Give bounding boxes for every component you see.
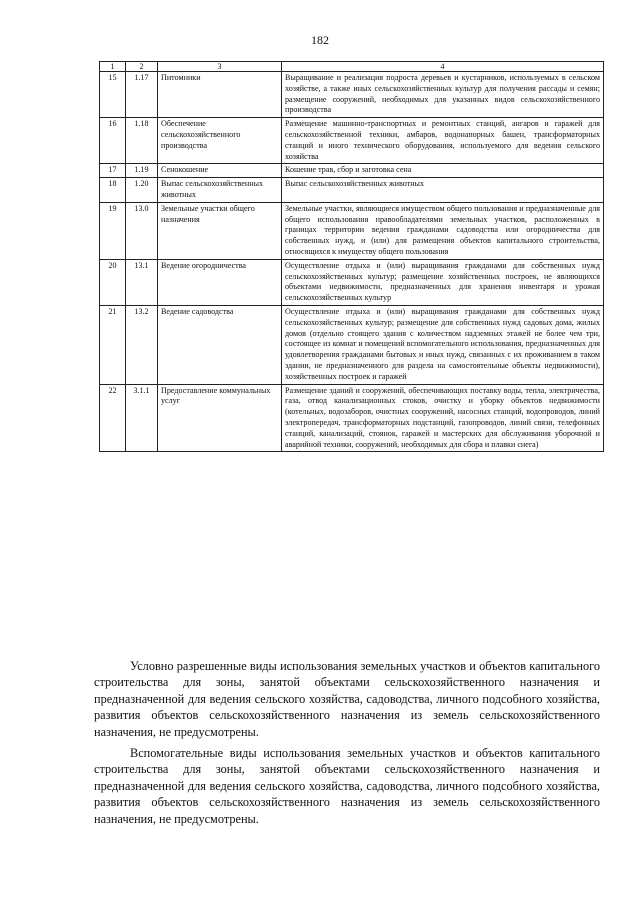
row-use-name: Ведение огородничества: [158, 259, 282, 305]
table-row: [100, 178, 604, 203]
row-number: 22: [100, 384, 126, 452]
row-use-name: Сенокошение: [158, 164, 282, 178]
table-row: [100, 164, 604, 178]
row-code: 13.0: [126, 202, 158, 259]
row-code: 1.20: [126, 178, 158, 203]
row-number: 15: [100, 72, 126, 118]
paragraph-auxiliary-uses: Вспомогательные виды использования земельных участков и объектов капитального строительства для зоны, занятой объектами сельскохозяйственного назначения и предназначенной для ведения сельского хозяйства, садоводства, личного подсобного хозяйства, развития объектов сельскохозяйственного назначения из земель сельскохозяйственного назначения, не предусмотрены.: [94, 746, 600, 826]
row-description: Кошение трав, сбор и заготовка сена: [282, 164, 604, 178]
table-row: [100, 118, 604, 164]
body-text: [94, 658, 600, 827]
table-row: [100, 259, 604, 305]
land-use-table: [99, 61, 604, 452]
row-code: 1.19: [126, 164, 158, 178]
table-row: [100, 202, 604, 259]
table-row: [100, 305, 604, 384]
row-use-name: Земельные участки общего назначения: [158, 202, 282, 259]
row-number: 20: [100, 259, 126, 305]
table-row: [100, 384, 604, 452]
row-description: Земельные участки, являющиеся имуществом общего пользования и предназначенные для общего использования правообладателями земельных участков, расположенных в границах территории ведения гражданами садоводства или огородничества для собственных нужд, и (или) для размещения объектов капитального строительства, относящихся к имуществу общего пользования: [282, 202, 604, 259]
page-number: 182: [311, 33, 329, 47]
row-description: Размещение машинно-транспортных и ремонтных станций, ангаров и гаражей для сельскохозяйственной техники, амбаров, водонапорных башен, трансформаторных станций и иного технического оборудования, используемого для ведения сельского хозяйства: [282, 118, 604, 164]
header-col-3: 3: [158, 62, 282, 72]
row-code: 13.1: [126, 259, 158, 305]
header-col-1: 1: [100, 62, 126, 72]
table-row: [100, 72, 604, 118]
row-description: Размещение зданий и сооружений, обеспечивающих поставку воды, тепла, электричества, газа, отвод канализационных стоков, очистку и уборку объектов недвижимости (котельных, водозаборов, очистных сооружений, насосных станций, водопроводов, линий электропередач, трансформаторных подстанций, газопроводов, линий связи, телефонных станций, канализаций, стоянок, гаражей и мастерских для обслуживания уборочной и аварийной техники, сооружений, необходимых для сбора и плавки снега): [282, 384, 604, 452]
row-number: 18: [100, 178, 126, 203]
row-code: 1.18: [126, 118, 158, 164]
table-header-row: [100, 62, 604, 72]
row-number: 17: [100, 164, 126, 178]
row-description: Выращивание и реализация подроста деревьев и кустарников, используемых в сельском хозяйстве, а также иных сельскохозяйственных культур для получения рассады и семян; размещение сооружений, необходимых для указанных видов сельскохозяйственного производства: [282, 72, 604, 118]
row-use-name: Питомники: [158, 72, 282, 118]
row-use-name: Обеспечение сельскохозяйственного производства: [158, 118, 282, 164]
row-use-name: Ведение садоводства: [158, 305, 282, 384]
header-col-4: 4: [282, 62, 604, 72]
row-number: 21: [100, 305, 126, 384]
header-col-2: 2: [126, 62, 158, 72]
row-code: 13.2: [126, 305, 158, 384]
row-code: 3.1.1: [126, 384, 158, 452]
row-number: 16: [100, 118, 126, 164]
row-description: Осуществление отдыха и (или) выращивания гражданами для собственных нужд сельскохозяйственных культур; размещение для собственных нужд садовых дома, жилых домов (отдельно стоящего здания с количеством надземных этажей не более чем три, состоящее из комнат и помещений вспомогательного использования, предназначенных для удовлетворения гражданами бытовых и иных нужд, связанных с их проживанием в таком здании, не предназначенного для раздела на самостоятельные объекты недвижимости), хозяйственных построек и гаражей: [282, 305, 604, 384]
row-description: Выпас сельскохозяйственных животных: [282, 178, 604, 203]
paragraph-conditional-uses: Условно разрешенные виды использования земельных участков и объектов капитального строительства для зоны, занятой объектами сельскохозяйственного назначения и предназначенной для ведения сельского хозяйства, садоводства, личного подсобного хозяйства, развития объектов сельскохозяйственного назначения из земель сельскохозяйственного назначения, не предусмотрены.: [94, 659, 600, 739]
row-description: Осуществление отдыха и (или) выращивания гражданами для собственных нужд сельскохозяйственных культур; размещение хозяйственных построек, не являющихся объектами недвижимости, предназначенных для хранения инвентаря и урожая сельскохозяйственных культур: [282, 259, 604, 305]
row-number: 19: [100, 202, 126, 259]
row-use-name: Выпас сельскохозяйственных животных: [158, 178, 282, 203]
row-use-name: Предоставление коммунальных услуг: [158, 384, 282, 452]
row-code: 1.17: [126, 72, 158, 118]
